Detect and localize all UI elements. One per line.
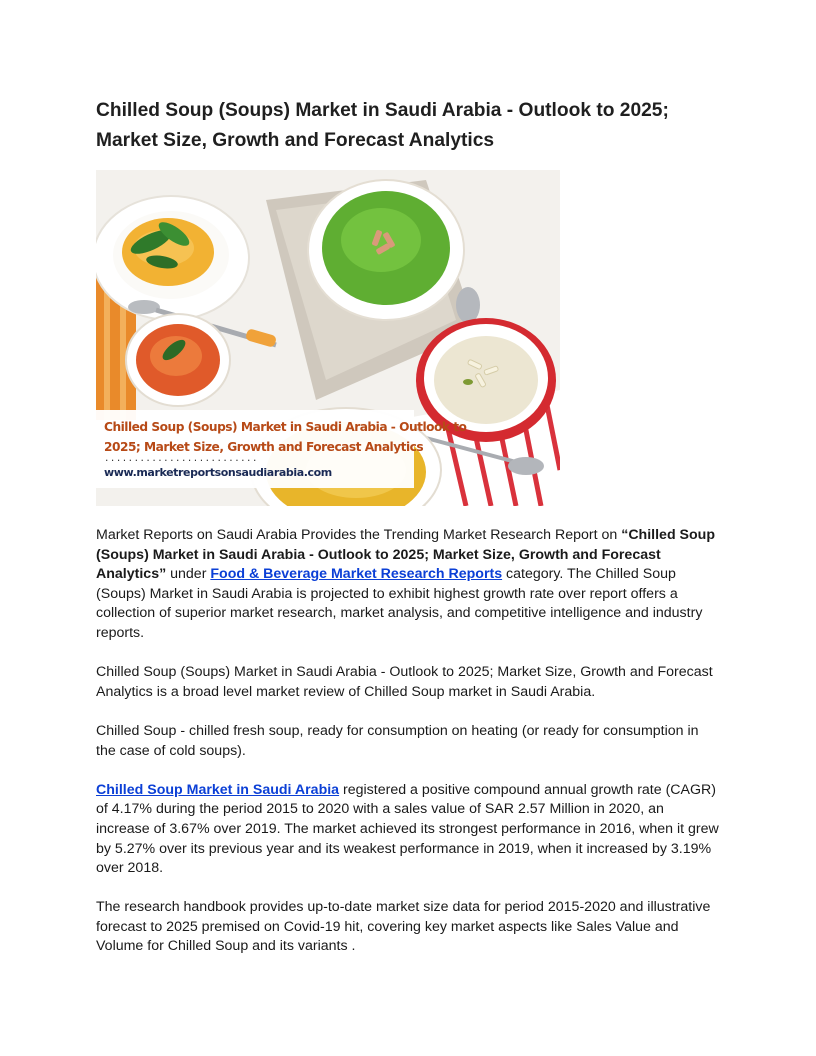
banner-title-line-2: 2025; Market Size, Growth and Forecast Analytics — [104, 440, 424, 454]
market-link[interactable]: Chilled Soup Market in Saudi Arabia — [96, 781, 340, 798]
under-text: under — [166, 566, 211, 583]
banner-url: www.marketreportsonsaudiarabia.com — [104, 466, 332, 479]
report-title-bold: “Chilled Soup (Soups) Market in Saudi Arabia - Outlook to 2025; Market Size, Growth and Forecast Analytics” — [96, 527, 716, 583]
paragraph-intro — [96, 526, 720, 644]
market-stats-text: registered a positive compound annual growth rate (CAGR) of 4.17% during the period 2015 to 2020 with a sales value of SAR 2.57 Million in 2020, an increase of 3.67% over 2019. The market achieved its strongest performance in 2016, when it grew by 5.27% over its previous year and its weakest performance in 2019, when it increased by 3.19% over 2018. — [96, 781, 719, 877]
banner-divider: .......................... — [104, 454, 258, 464]
category-link[interactable]: Food & Beverage Market Research Reports — [210, 566, 503, 583]
page-title: Chilled Soup (Soups) Market in Saudi Arabia - Outlook to 2025; Market Size, Growth and Forecast Analytics — [96, 100, 669, 151]
banner-title-line-1: Chilled Soup (Soups) Market in Saudi Arabia - Outlook to — [104, 420, 467, 434]
paragraph-definition: Chilled Soup - chilled fresh soup, ready for consumption on heating (or ready for consumption in the case of cold soups). — [96, 722, 699, 759]
hero-banner — [96, 410, 467, 488]
paragraph-handbook: The research handbook provides up-to-date market size data for period 2015-2020 and illustrative forecast to 2025 premised on Covid-19 hit, covering key market aspects like Sales Value and Volume for Chilled Soup and its variants . — [96, 899, 711, 955]
paragraph-overview: Chilled Soup (Soups) Market in Saudi Arabia - Outlook to 2025; Market Size, Growth and Forecast Analytics is a broad level market review of Chilled Soup market in Saudi Arabia. — [96, 664, 713, 700]
hero-image — [96, 170, 560, 506]
article-body — [96, 526, 720, 977]
paragraph-market-stats — [96, 781, 720, 879]
intro-text: Market Reports on Saudi Arabia Provides the Trending Market Research Report on — [96, 527, 622, 543]
intro-rest-text: category. The Chilled Soup (Soups) Market in Saudi Arabia is projected to exhibit highest growth rate over report offers a collection of superior market research, market analysis, and competitive intelligence and industry reports. — [96, 566, 703, 641]
